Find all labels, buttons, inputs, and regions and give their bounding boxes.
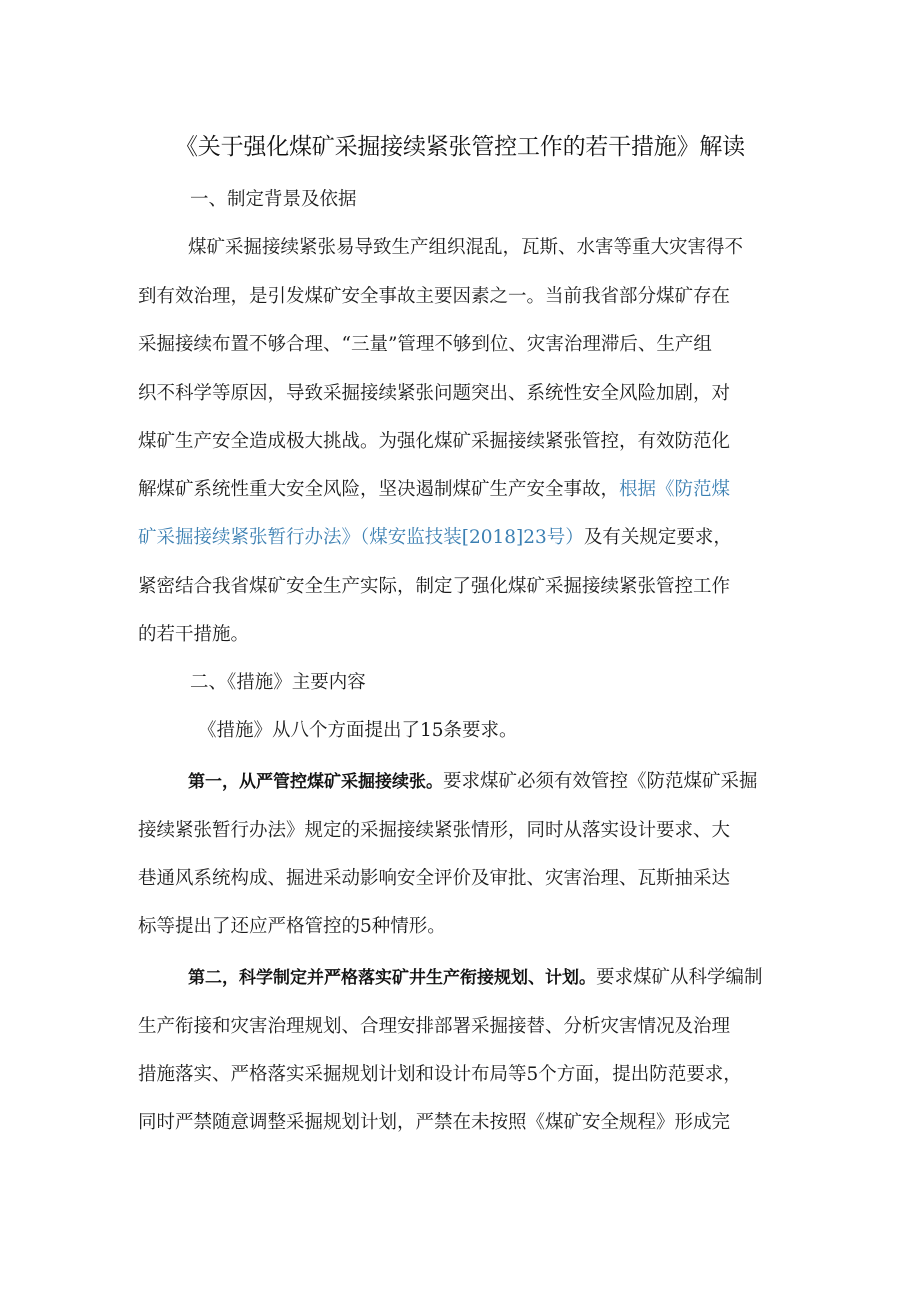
section-heading-background: 一、制定背景及依据 bbox=[190, 189, 357, 210]
item-line: 措施落实、严格落实采掘规划计划和设计布局等5个方面，提出防范要求， bbox=[138, 1064, 742, 1085]
item-text: 要求煤矿从科学编制 bbox=[596, 967, 763, 988]
document-title: 《关于强化煤矿采掘接续紧张管控工作的若干措施》解读 bbox=[174, 134, 745, 160]
item-line: 生产衔接和灾害治理规划、合理安排部署采掘接替、分析灾害情况及治理 bbox=[138, 1016, 731, 1037]
item-line: 标等提出了还应严格管控的5种情形。 bbox=[138, 916, 446, 937]
paragraph-line: 织不科学等原因，导致采掘接续紧张问题突出、系统性安全风险加剧，对 bbox=[138, 383, 731, 404]
paragraph-text: 及有关规定要求， bbox=[583, 527, 732, 548]
paragraph-line: 到有效治理，是引发煤矿安全事故主要因素之一。当前我省部分煤矿存在 bbox=[138, 286, 731, 307]
item-line: 接续紧张暂行办法》规定的采掘接续紧张情形，同时从落实设计要求、大 bbox=[138, 820, 731, 841]
item-line: 同时严禁随意调整采掘规划计划，严禁在未按照《煤矿安全规程》形成完 bbox=[138, 1112, 731, 1133]
paragraph-text: 解煤矿系统性重大安全风险，坚决遏制煤矿生产安全事故， bbox=[138, 479, 620, 500]
paragraph-line: 煤矿生产安全造成极大挑战。为强化煤矿采掘接续紧张管控，有效防范化 bbox=[138, 431, 731, 452]
regulation-reference-link[interactable]: 根据《防范煤 bbox=[619, 479, 731, 500]
item-heading: 第二，科学制定并严格落实矿井生产衔接规划、计划。 bbox=[188, 968, 596, 988]
paragraph-line: 的若干措施。 bbox=[138, 624, 250, 645]
summary-line: 《措施》从八个方面提出了15条要求。 bbox=[198, 720, 518, 741]
paragraph-line bbox=[138, 523, 732, 549]
paragraph-line bbox=[138, 475, 730, 501]
regulation-reference-link[interactable]: 矿采掘接续紧张暂行办法》（煤安监技装[2018]23号） bbox=[138, 527, 584, 548]
item-line bbox=[188, 767, 758, 793]
item-line: 巷通风系统构成、掘进采动影响安全评价及审批、灾害治理、瓦斯抽采达 bbox=[138, 868, 731, 889]
paragraph-line: 紧密结合我省煤矿安全生产实际，制定了强化煤矿采掘接续紧张管控工作 bbox=[138, 576, 731, 597]
paragraph-line: 煤矿采掘接续紧张易导致生产组织混乱，瓦斯、水害等重大灾害得不 bbox=[188, 237, 744, 258]
item-heading: 第一，从严管控煤矿采掘接续张。 bbox=[188, 772, 443, 792]
item-text: 要求煤矿必须有效管控《防范煤矿采掘 bbox=[443, 771, 758, 792]
paragraph-line: 采掘接续布置不够合理、“三量”管理不够到位、灾害治理滞后、生产组 bbox=[138, 334, 712, 355]
item-line bbox=[188, 963, 763, 989]
section-heading-content: 二、《措施》主要内容 bbox=[190, 672, 366, 693]
